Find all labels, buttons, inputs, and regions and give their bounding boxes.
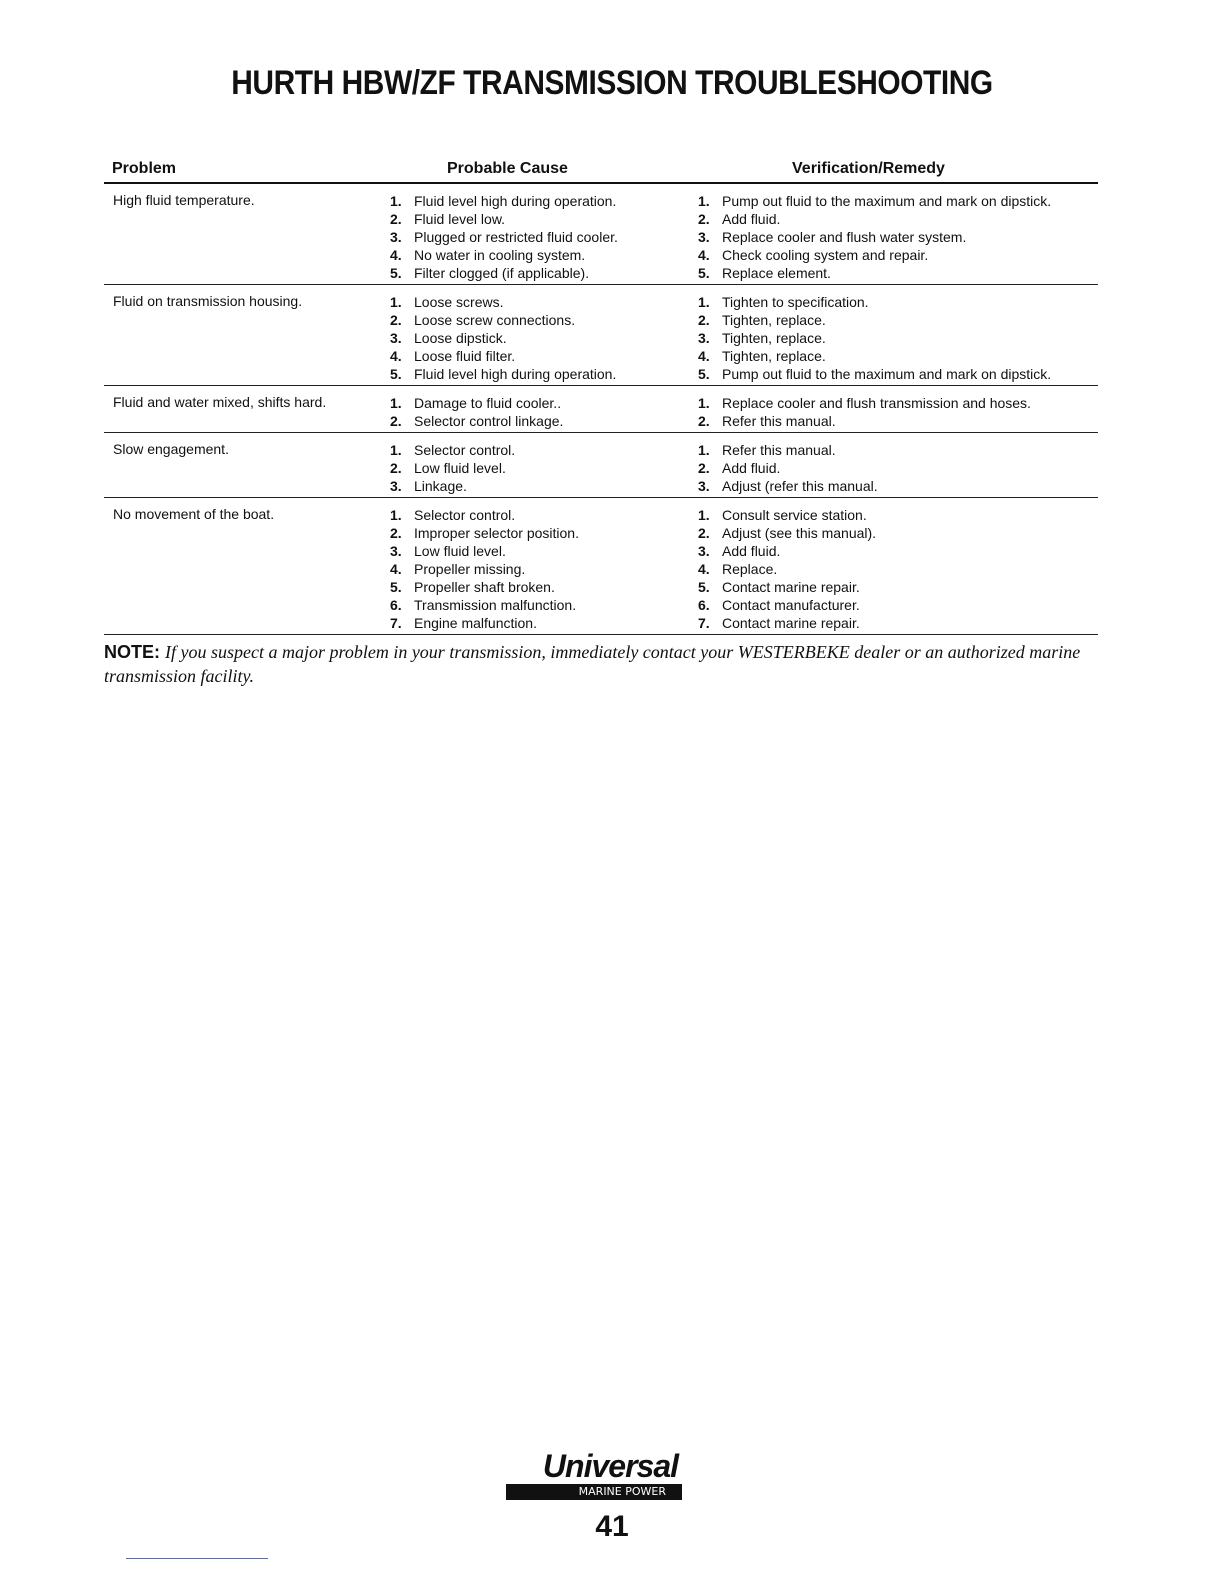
- probable-cause-list: [390, 394, 698, 430]
- item-number: 2.: [390, 525, 402, 541]
- item-text: Tighten to specification.: [722, 294, 869, 310]
- item-text: Refer this manual.: [722, 442, 836, 458]
- universal-logo: [506, 1448, 682, 1504]
- item-text: Check cooling system and repair.: [722, 247, 929, 263]
- column-header-verification-remedy: Verification/Remedy: [792, 160, 945, 177]
- probable-cause-item: [390, 578, 698, 596]
- item-number: 1.: [390, 395, 402, 411]
- remedy-list: [698, 293, 1098, 383]
- item-text: Refer this manual.: [722, 413, 836, 429]
- item-text: Contact manufacturer.: [722, 597, 860, 613]
- remedy-item: [698, 477, 1098, 495]
- probable-cause-item: [390, 246, 698, 264]
- item-number: 4.: [698, 247, 710, 263]
- item-text: Transmission malfunction.: [414, 597, 577, 613]
- remedy-item: [698, 441, 1098, 459]
- item-text: Replace cooler and flush water system.: [722, 229, 967, 245]
- item-text: Consult service station.: [722, 507, 867, 523]
- probable-cause-list: [390, 293, 698, 383]
- table-row: [104, 433, 1098, 498]
- problem-cell: Slow engagement.: [113, 441, 229, 457]
- remedy-item: [698, 246, 1098, 264]
- table-header: [104, 156, 1098, 184]
- item-text: Damage to fluid cooler..: [414, 395, 562, 411]
- item-number: 2.: [390, 312, 402, 328]
- item-text: Tighten, replace.: [722, 348, 826, 364]
- item-number: 1.: [698, 507, 710, 523]
- item-number: 4.: [390, 348, 402, 364]
- item-number: 3.: [390, 478, 402, 494]
- item-number: 2.: [698, 525, 710, 541]
- remedy-list: [698, 441, 1098, 495]
- remedy-item: [698, 394, 1098, 412]
- item-text: Add fluid.: [722, 460, 781, 476]
- item-number: 6.: [390, 597, 402, 613]
- item-text: Fluid level low.: [414, 211, 506, 227]
- item-text: Loose screws.: [414, 294, 504, 310]
- column-header-probable-cause: Probable Cause: [447, 160, 568, 177]
- table-row: [104, 184, 1098, 285]
- troubleshooting-table: [104, 156, 1098, 635]
- item-number: 1.: [390, 442, 402, 458]
- item-number: 5.: [390, 366, 402, 382]
- item-text: Selector control.: [414, 507, 516, 523]
- probable-cause-item: [390, 441, 698, 459]
- item-text: Adjust (see this manual).: [722, 525, 877, 541]
- item-number: 5.: [698, 366, 710, 382]
- remedy-item: [698, 329, 1098, 347]
- item-text: Selector control.: [414, 442, 516, 458]
- note: [104, 640, 1104, 688]
- item-number: 1.: [698, 193, 710, 209]
- probable-cause-item: [390, 365, 698, 383]
- item-text: Linkage.: [414, 478, 467, 494]
- probable-cause-item: [390, 293, 698, 311]
- item-number: 5.: [698, 579, 710, 595]
- item-number: 1.: [390, 507, 402, 523]
- remedy-item: [698, 524, 1098, 542]
- remedy-list: [698, 506, 1098, 632]
- remedy-item: [698, 210, 1098, 228]
- remedy-item: [698, 365, 1098, 383]
- item-text: Tighten, replace.: [722, 330, 826, 346]
- probable-cause-list: [390, 506, 698, 632]
- item-text: Low fluid level.: [414, 543, 506, 559]
- item-text: Improper selector position.: [414, 525, 579, 541]
- remedy-item: [698, 293, 1098, 311]
- probable-cause-item: [390, 477, 698, 495]
- item-text: Filter clogged (if applicable).: [414, 265, 590, 281]
- page-title: HURTH HBW/ZF TRANSMISSION TROUBLESHOOTING: [231, 64, 993, 102]
- item-number: 3.: [390, 543, 402, 559]
- table-row: [104, 386, 1098, 433]
- item-number: 6.: [698, 597, 710, 613]
- remedy-item: [698, 614, 1098, 632]
- probable-cause-list: [390, 441, 698, 495]
- probable-cause-item: [390, 459, 698, 477]
- table-body: [104, 184, 1098, 635]
- remedy-item: [698, 412, 1098, 430]
- item-number: 3.: [698, 330, 710, 346]
- item-text: Loose fluid filter.: [414, 348, 516, 364]
- remedy-item: [698, 347, 1098, 365]
- item-text: Adjust (refer this manual.: [722, 478, 878, 494]
- table-row: [104, 285, 1098, 386]
- probable-cause-item: [390, 228, 698, 246]
- item-number: 2.: [390, 211, 402, 227]
- logo-brand: Universal: [542, 1448, 678, 1484]
- item-number: 2.: [390, 460, 402, 476]
- page-number: 41: [595, 1510, 629, 1543]
- item-text: Replace element.: [722, 265, 831, 281]
- problem-cell: Fluid on transmission housing.: [113, 293, 303, 309]
- item-text: Propeller missing.: [414, 561, 526, 577]
- probable-cause-item: [390, 412, 698, 430]
- remedy-item: [698, 311, 1098, 329]
- item-text: Contact marine repair.: [722, 615, 860, 631]
- item-number: 5.: [390, 265, 402, 281]
- table-row: [104, 498, 1098, 635]
- item-text: Loose dipstick.: [414, 330, 507, 346]
- probable-cause-item: [390, 311, 698, 329]
- item-text: Add fluid.: [722, 543, 781, 559]
- item-number: 2.: [698, 413, 710, 429]
- remedy-list: [698, 192, 1098, 282]
- remedy-item: [698, 578, 1098, 596]
- item-number: 1.: [390, 193, 402, 209]
- remedy-item: [698, 228, 1098, 246]
- item-number: 3.: [698, 543, 710, 559]
- probable-cause-list: [390, 192, 698, 282]
- item-number: 2.: [698, 460, 710, 476]
- item-number: 3.: [390, 229, 402, 245]
- remedy-item: [698, 560, 1098, 578]
- note-text: If you suspect a major problem in your transmission, immediately contact your WESTERBEKE dealer or an authorized marine transmission facility.: [104, 642, 1081, 686]
- item-text: Engine malfunction.: [414, 615, 537, 631]
- item-number: 7.: [698, 615, 710, 631]
- item-text: Contact marine repair.: [722, 579, 860, 595]
- remedy-list: [698, 394, 1098, 430]
- column-header-problem: Problem: [112, 160, 177, 177]
- item-text: Replace.: [722, 561, 778, 577]
- item-number: 4.: [390, 561, 402, 577]
- item-text: Selector control linkage.: [414, 413, 564, 429]
- item-number: 4.: [390, 247, 402, 263]
- probable-cause-item: [390, 347, 698, 365]
- note-label: NOTE:: [104, 642, 160, 662]
- item-text: Propeller shaft broken.: [414, 579, 555, 595]
- item-number: 3.: [390, 330, 402, 346]
- item-number: 2.: [698, 211, 710, 227]
- item-text: Tighten, replace.: [722, 312, 826, 328]
- probable-cause-item: [390, 394, 698, 412]
- probable-cause-item: [390, 524, 698, 542]
- remedy-item: [698, 542, 1098, 560]
- probable-cause-item: [390, 506, 698, 524]
- probable-cause-item: [390, 210, 698, 228]
- item-number: 5.: [390, 579, 402, 595]
- item-number: 3.: [698, 478, 710, 494]
- item-text: Loose screw connections.: [414, 312, 576, 328]
- probable-cause-item: [390, 542, 698, 560]
- item-number: 2.: [698, 312, 710, 328]
- item-text: Fluid level high during operation.: [414, 193, 617, 209]
- item-number: 3.: [698, 229, 710, 245]
- remedy-item: [698, 264, 1098, 282]
- logo-tagline: MARINE POWER: [578, 1485, 666, 1498]
- footer-rule: [126, 1558, 268, 1559]
- item-text: Fluid level high during operation.: [414, 366, 617, 382]
- remedy-item: [698, 459, 1098, 477]
- item-number: 5.: [698, 265, 710, 281]
- item-number: 1.: [698, 395, 710, 411]
- item-text: Add fluid.: [722, 211, 781, 227]
- remedy-item: [698, 506, 1098, 524]
- remedy-item: [698, 192, 1098, 210]
- item-text: Plugged or restricted fluid cooler.: [414, 229, 618, 245]
- item-number: 4.: [698, 348, 710, 364]
- item-number: 2.: [390, 413, 402, 429]
- problem-cell: No movement of the boat.: [113, 506, 275, 522]
- item-number: 1.: [698, 442, 710, 458]
- item-text: Pump out fluid to the maximum and mark on dipstick.: [722, 366, 1052, 382]
- probable-cause-item: [390, 329, 698, 347]
- logo-tagline-band: [506, 1484, 682, 1500]
- item-number: 1.: [390, 294, 402, 310]
- item-number: 7.: [390, 615, 402, 631]
- probable-cause-item: [390, 614, 698, 632]
- probable-cause-item: [390, 264, 698, 282]
- probable-cause-item: [390, 192, 698, 210]
- remedy-item: [698, 596, 1098, 614]
- probable-cause-item: [390, 560, 698, 578]
- item-text: Low fluid level.: [414, 460, 506, 476]
- item-text: Pump out fluid to the maximum and mark on dipstick.: [722, 193, 1052, 209]
- probable-cause-item: [390, 596, 698, 614]
- item-number: 1.: [698, 294, 710, 310]
- problem-cell: Fluid and water mixed, shifts hard.: [113, 394, 327, 410]
- item-number: 4.: [698, 561, 710, 577]
- item-text: No water in cooling system.: [414, 247, 586, 263]
- problem-cell: High fluid temperature.: [113, 192, 255, 208]
- item-text: Replace cooler and flush transmission and hoses.: [722, 395, 1031, 411]
